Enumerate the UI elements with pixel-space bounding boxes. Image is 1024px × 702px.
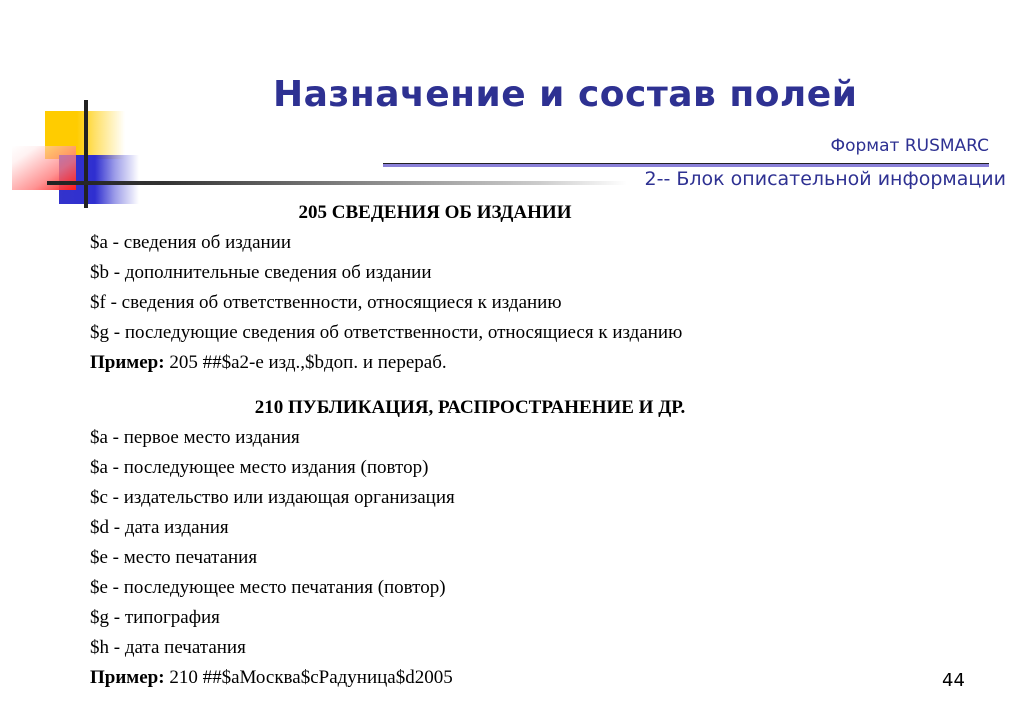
page-number: 44	[942, 670, 965, 691]
decor-vertical-line	[84, 100, 88, 208]
list-item: $a - последующее место издания (повтор)	[90, 457, 429, 478]
list-item: $d - дата издания	[90, 517, 229, 538]
list-item: $g - последующие сведения об ответственности, относящиеся к изданию	[90, 322, 683, 343]
example-value: 210 ##$aМосква$cРадуница$d2005	[164, 667, 453, 688]
list-item: $e - место печатания	[90, 547, 258, 568]
section-205	[90, 198, 810, 378]
header-divider	[383, 163, 989, 167]
list-item: $f - сведения об ответственности, относящиеся к изданию	[90, 292, 562, 313]
list-item: $e - последующее место печатания (повтор)	[90, 577, 446, 598]
example-row	[90, 663, 810, 693]
list-item: $h - дата печатания	[90, 637, 246, 658]
format-label: Формат RUSMARC	[830, 136, 989, 156]
section-heading: 205 СВЕДЕНИЯ ОБ ИЗДАНИИ	[298, 202, 572, 223]
list-item: $c - издательство или издающая организация	[90, 487, 455, 508]
list-item: $b - дополнительные сведения об издании	[90, 262, 432, 283]
slide-content	[90, 198, 810, 693]
list-item: $a - сведения об издании	[90, 232, 292, 253]
example-label: Пример:	[90, 667, 165, 688]
example-label: Пример:	[90, 352, 165, 373]
example-value: 205 ##$a2-е изд.,$bдоп. и перераб.	[164, 352, 447, 373]
block-label: 2-- Блок описательной информации	[644, 168, 1006, 190]
list-item: $g - типография	[90, 607, 220, 628]
list-item: $a - первое место издания	[90, 427, 300, 448]
section-210	[90, 393, 810, 693]
example-row	[90, 348, 810, 378]
decor-horizontal-rule	[47, 181, 627, 185]
section-heading: 210 ПУБЛИКАЦИЯ, РАСПРОСТРАНЕНИЕ И ДР.	[254, 397, 686, 418]
slide-title: Назначение и состав полей	[273, 74, 858, 115]
